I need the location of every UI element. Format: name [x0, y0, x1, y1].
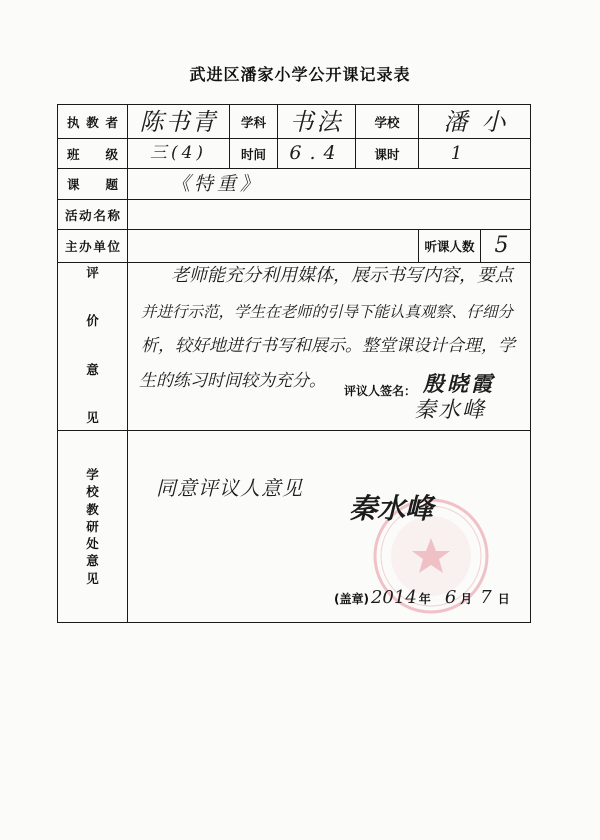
value-cell-class: [128, 139, 230, 169]
label-teacher: 执 教 者: [67, 114, 118, 130]
label-school: 学校: [374, 114, 400, 130]
value-cell-teacher: [128, 105, 230, 139]
value-cell-subject: [278, 105, 356, 139]
label-time: 时间: [240, 146, 266, 162]
office-opinion-content: [128, 431, 531, 623]
label-cell-office: [58, 431, 128, 623]
label-cell-class: [58, 139, 128, 169]
label-cell-period: [356, 139, 419, 169]
year-unit: 年: [418, 592, 431, 606]
label-office-char: 学: [86, 466, 99, 482]
label-attendees: 听课人数: [424, 239, 475, 254]
evaluation-line: 生的练习时间较为充分。: [139, 371, 326, 391]
label-class: 班 级: [67, 146, 118, 162]
value-subject: 书法: [289, 107, 344, 136]
label-office-char: 校: [86, 484, 99, 500]
form-title: 武进区潘家小学公开课记录表: [189, 65, 411, 84]
evaluation-line: 析，较好地进行书写和展示。整堂课设计合理，学: [141, 336, 515, 356]
seal-date-line: [334, 589, 510, 607]
label-evaluation-char: 见: [86, 409, 99, 425]
lesson-record-form: [57, 104, 531, 623]
label-cell-activity: [58, 200, 128, 230]
date-year: 2014: [370, 587, 417, 608]
label-cell-evaluation: [58, 263, 128, 431]
label-activity: 活动名称: [65, 207, 120, 223]
value-period: 1: [450, 142, 463, 164]
value-cell-attendees: [481, 230, 531, 263]
month-unit: 月: [460, 592, 473, 606]
value-cell-period: [419, 139, 531, 169]
value-time: 6.4: [289, 142, 344, 164]
date-day: 7: [480, 587, 492, 608]
label-subject: 学科: [240, 114, 266, 130]
value-school: 潘小: [443, 107, 520, 136]
label-cell-time: [230, 139, 278, 169]
label-topic: 课 题: [67, 177, 118, 192]
value-teacher: 陈书青: [139, 107, 218, 136]
label-period: 课时: [374, 146, 400, 162]
value-class: 三(4): [149, 143, 208, 163]
value-cell-school: [419, 105, 531, 139]
seal-label: (盖章): [334, 592, 369, 606]
evaluation-line: 老师能充分利用媒体，展示书写内容，要点: [171, 265, 513, 286]
label-office-char: 处: [86, 536, 99, 552]
label-cell-organizer: [58, 230, 128, 263]
label-cell-subject: [230, 105, 278, 139]
reviewer-signature: 秦水峰: [414, 398, 487, 423]
value-cell-organizer: [128, 230, 419, 263]
label-office-char: 意: [86, 553, 99, 569]
day-unit: 日: [497, 592, 510, 606]
value-attendees: 5: [494, 233, 509, 258]
label-office-char: 研: [86, 518, 99, 534]
evaluation-content: [128, 263, 531, 431]
label-cell-teacher: [58, 105, 128, 139]
label-cell-school: [356, 105, 419, 139]
label-evaluation-char: 价: [86, 313, 99, 329]
office-signature: 秦水峰: [349, 492, 434, 525]
evaluation-line: 并进行示范，学生在老师的引导下能认真观察、仔细分: [141, 303, 514, 321]
reviewer-sign-label: 评议人签名：: [344, 384, 417, 398]
value-cell-time: [278, 139, 356, 169]
value-cell-activity: [128, 200, 531, 230]
label-evaluation-char: 意: [86, 361, 99, 377]
label-evaluation-char: 评: [86, 265, 99, 280]
label-cell-attendees: [419, 230, 481, 263]
value-topic: 《特重》: [171, 172, 264, 195]
date-month: 6: [444, 587, 457, 608]
label-cell-topic: [58, 169, 128, 200]
label-office-char: 见: [86, 570, 99, 586]
value-cell-topic: [128, 169, 531, 200]
label-office-char: 教: [86, 501, 99, 517]
reviewer-signature: 殷晓霞: [423, 371, 495, 396]
office-opinion-text: 同意评议人意见: [156, 476, 303, 500]
label-organizer: 主办单位: [65, 239, 120, 254]
